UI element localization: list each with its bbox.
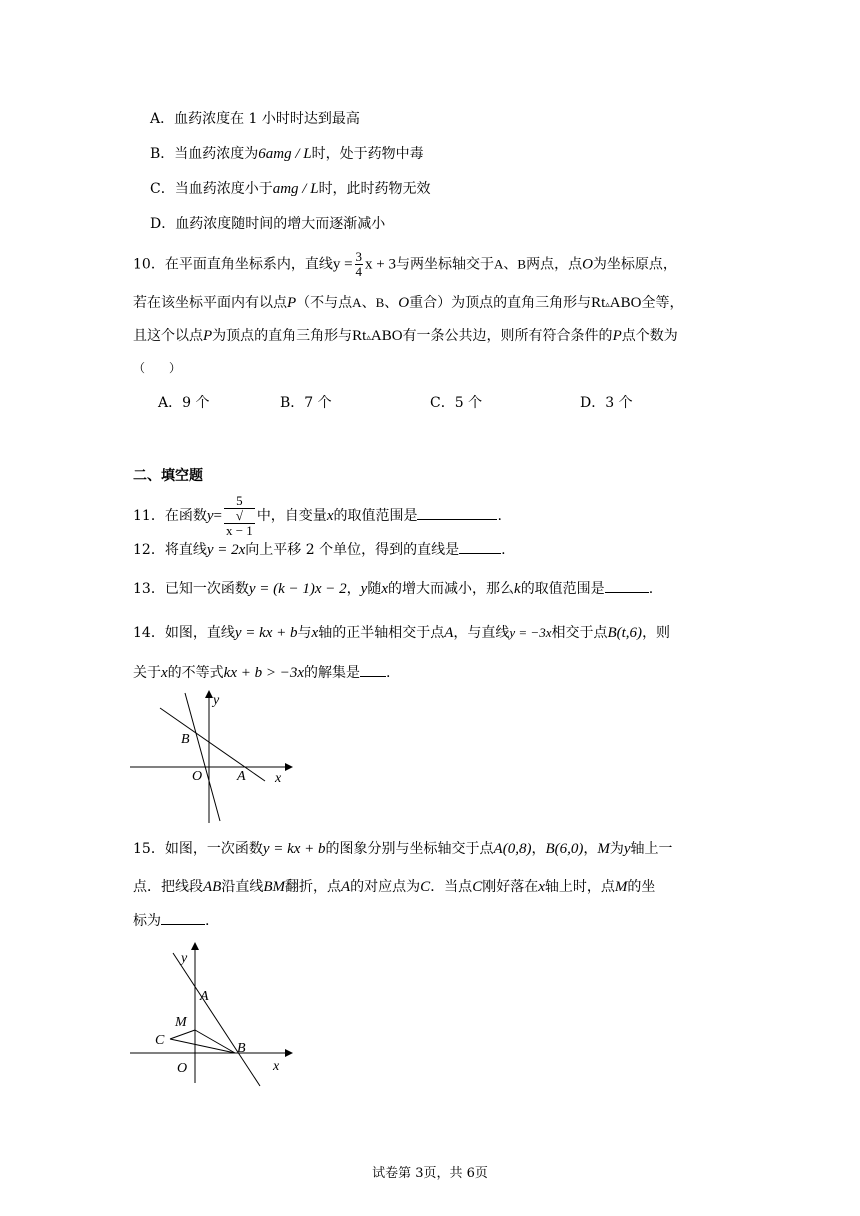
q9-option-b: B．当血药浓度为6amg / L时，处于药物中毒 <box>150 146 424 162</box>
segment-mb <box>195 1030 235 1053</box>
answer-blank[interactable] <box>417 505 497 520</box>
q10-line-2: 若在该坐标平面内有以点P（不与点A、B、O重合）为顶点的直角三角形与Rt▵ABO全等， <box>133 295 684 311</box>
q13: 13．已知一次函数y = (k − 1)x − 2，y随x的增大而减小，那么k的取值范围是 . <box>133 578 653 600</box>
fig15-label-x: x <box>273 1059 280 1074</box>
q10-option-c: C．5 个 <box>430 395 483 411</box>
y-axis-arrow <box>191 942 199 950</box>
line-neg-3x <box>185 693 220 821</box>
q11: 11．在函数y= 5 √ x − 1 中，自变量x的取值范围是 . <box>133 493 502 538</box>
figure-14 <box>125 688 295 828</box>
q12: 12．将直线y = 2x向上平移 2 个单位，得到的直线是 . <box>133 539 506 561</box>
q9-option-d: D．血药浓度随时间的增大而逐渐减小 <box>150 216 386 232</box>
fig14-label-a: A <box>237 769 246 784</box>
page-footer: 试卷第 3页，共 6页 <box>372 1166 488 1181</box>
q14-line-2: 关于x的不等式kx + b > −3x的解集是 . <box>133 662 390 684</box>
x-axis-arrow <box>285 763 293 771</box>
q10-paren: （ ） <box>133 361 182 375</box>
q9-option-a: A．血药浓度在 1 小时时达到最高 <box>150 111 360 127</box>
q10-line-3: 且这个以点P为顶点的直角三角形与Rt▵ABO有一条公共边，则所有符合条件的P点个数为 <box>133 328 678 344</box>
q15-line-3: 标为 . <box>133 910 209 932</box>
fig15-label-c: C <box>155 1033 165 1048</box>
q14-line-1: 14．如图，直线y = kx + b与x轴的正半轴相交于点A，与直线y = −3x相交于点B(t,6)，则 <box>133 625 671 641</box>
q15-line-1: 15．如图，一次函数y = kx + b的图象分别与坐标轴交于点A(0,8)，B(6,0)，M为y轴上一 <box>133 841 673 857</box>
q10-option-d: D．3 个 <box>580 395 633 411</box>
fig14-label-x: x <box>275 771 282 786</box>
segment-cm <box>170 1030 195 1039</box>
fig15-label-y: y <box>181 951 188 966</box>
fig15-label-b: B <box>237 1041 246 1056</box>
q15-line-2: 点．把线段AB沿直线BM翻折，点A的对应点为C．当点C刚好落在x轴上时，点M的坐 <box>133 879 656 895</box>
q11-fraction: 5 √ x − 1 <box>225 493 253 538</box>
q10-line-1: 10．在平面直角坐标系内，直线y = $\frac{3}{4}$ x + 3与两坐标轴交于A、B两点，点O为坐标原点， <box>133 249 677 279</box>
answer-blank[interactable] <box>605 578 649 593</box>
q10-option-a: A．9 个 <box>158 395 210 411</box>
x-axis-arrow <box>285 1049 293 1057</box>
segment-cb <box>170 1039 235 1053</box>
q10-fraction: $\frac{3}{4}$ <box>355 249 363 279</box>
q10-option-b: B．7 个 <box>280 395 332 411</box>
figure-15 <box>125 938 295 1088</box>
answer-blank[interactable] <box>360 662 386 677</box>
fig14-label-o: O <box>192 769 203 784</box>
fig15-label-a: A <box>200 989 209 1004</box>
y-axis-arrow <box>205 690 213 698</box>
fig14-label-b: B <box>181 732 190 747</box>
line-kx-plus-b <box>160 708 265 781</box>
fig15-label-o: O <box>177 1061 188 1076</box>
fig15-label-m: M <box>175 1015 187 1030</box>
q9-option-c: C．当血药浓度小于amg / L时，此时药物无效 <box>150 181 431 197</box>
answer-blank[interactable] <box>161 910 205 925</box>
fig14-label-y: y <box>213 693 220 708</box>
section-title: 二、填空题 <box>133 468 203 484</box>
answer-blank[interactable] <box>459 539 501 554</box>
